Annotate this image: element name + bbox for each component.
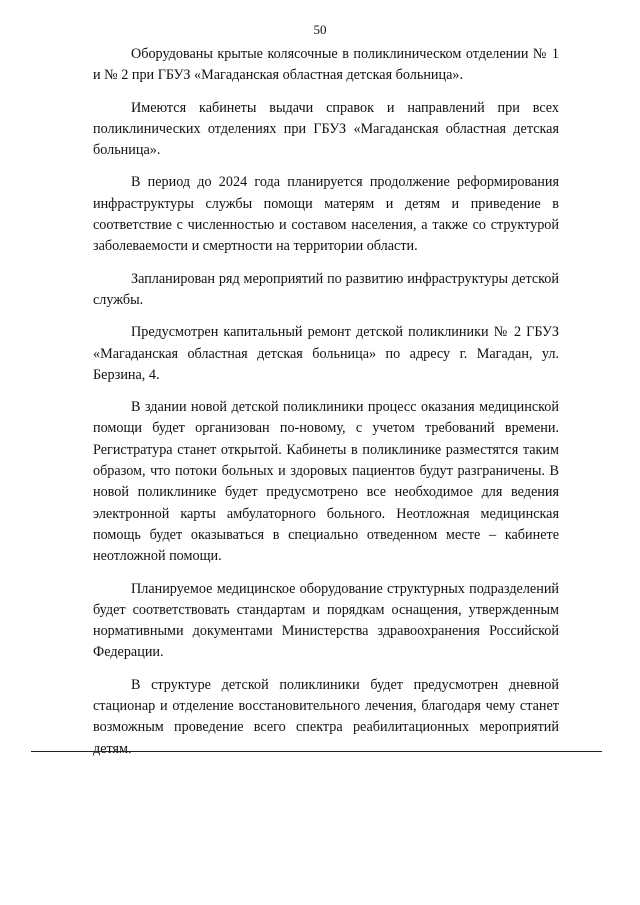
paragraph-new-clinic: В здании новой детской поликлиники процесс оказания медицинской помощи будет организован по-новому, с учетом требований времени. Регистратура станет открытой. Кабинеты в поликлинике разместятся таким образом, что потоки больных и здоровых пациентов будут разграничены. В новой поликлинике будет предусмотрено все необходимое для ведения электронной карты амбулаторного больного. Неотложная медицинская помощь будет оказываться в специально отведенном месте – кабинете неотложной помощи. [93,399,559,565]
paragraph-certificate-offices: Имеются кабинеты выдачи справок и направлений при всех поликлинических отделениях при ГБУЗ «Магаданская областная детская больница». [93,99,559,159]
footer-divider [31,751,602,752]
paragraph-stroller-rooms: Оборудованы крытые колясочные в поликлиническом отделении № 1 и № 2 при ГБУЗ «Магаданская областная детская больница». [93,46,559,84]
paragraph-medical-equipment: Планируемое медицинское оборудование структурных подразделений будет соответствовать стандартам и порядкам оснащения, утвержденным нормативными документами Министерства здравоохранения Российской Федерации. [93,580,559,661]
document-body [93,44,559,760]
page-number: 50 [313,22,327,37]
paragraph-day-hospital: В структуре детской поликлиники будет предусмотрен дневной стационар и отделение восстановительного лечения, благодаря чему станет возможным проведение всего спектра реабилитационных мероприятий детям. [93,676,559,757]
paragraph-planned-measures: Запланирован ряд мероприятий по развитию инфраструктуры детской службы. [93,270,559,308]
paragraph-infrastructure-reform: В период до 2024 года планируется продолжение реформирования инфраструктуры службы помощи матерям и детям и приведение в соответствие с численностью и составом населения, а также со структурой заболеваемости и смертности на территории области. [93,174,559,255]
paragraph-capital-repair: Предусмотрен капитальный ремонт детской поликлиники № 2 ГБУЗ «Магаданская областная детская больница» по адресу г. Магадан, ул. Берзина, 4. [93,324,559,383]
